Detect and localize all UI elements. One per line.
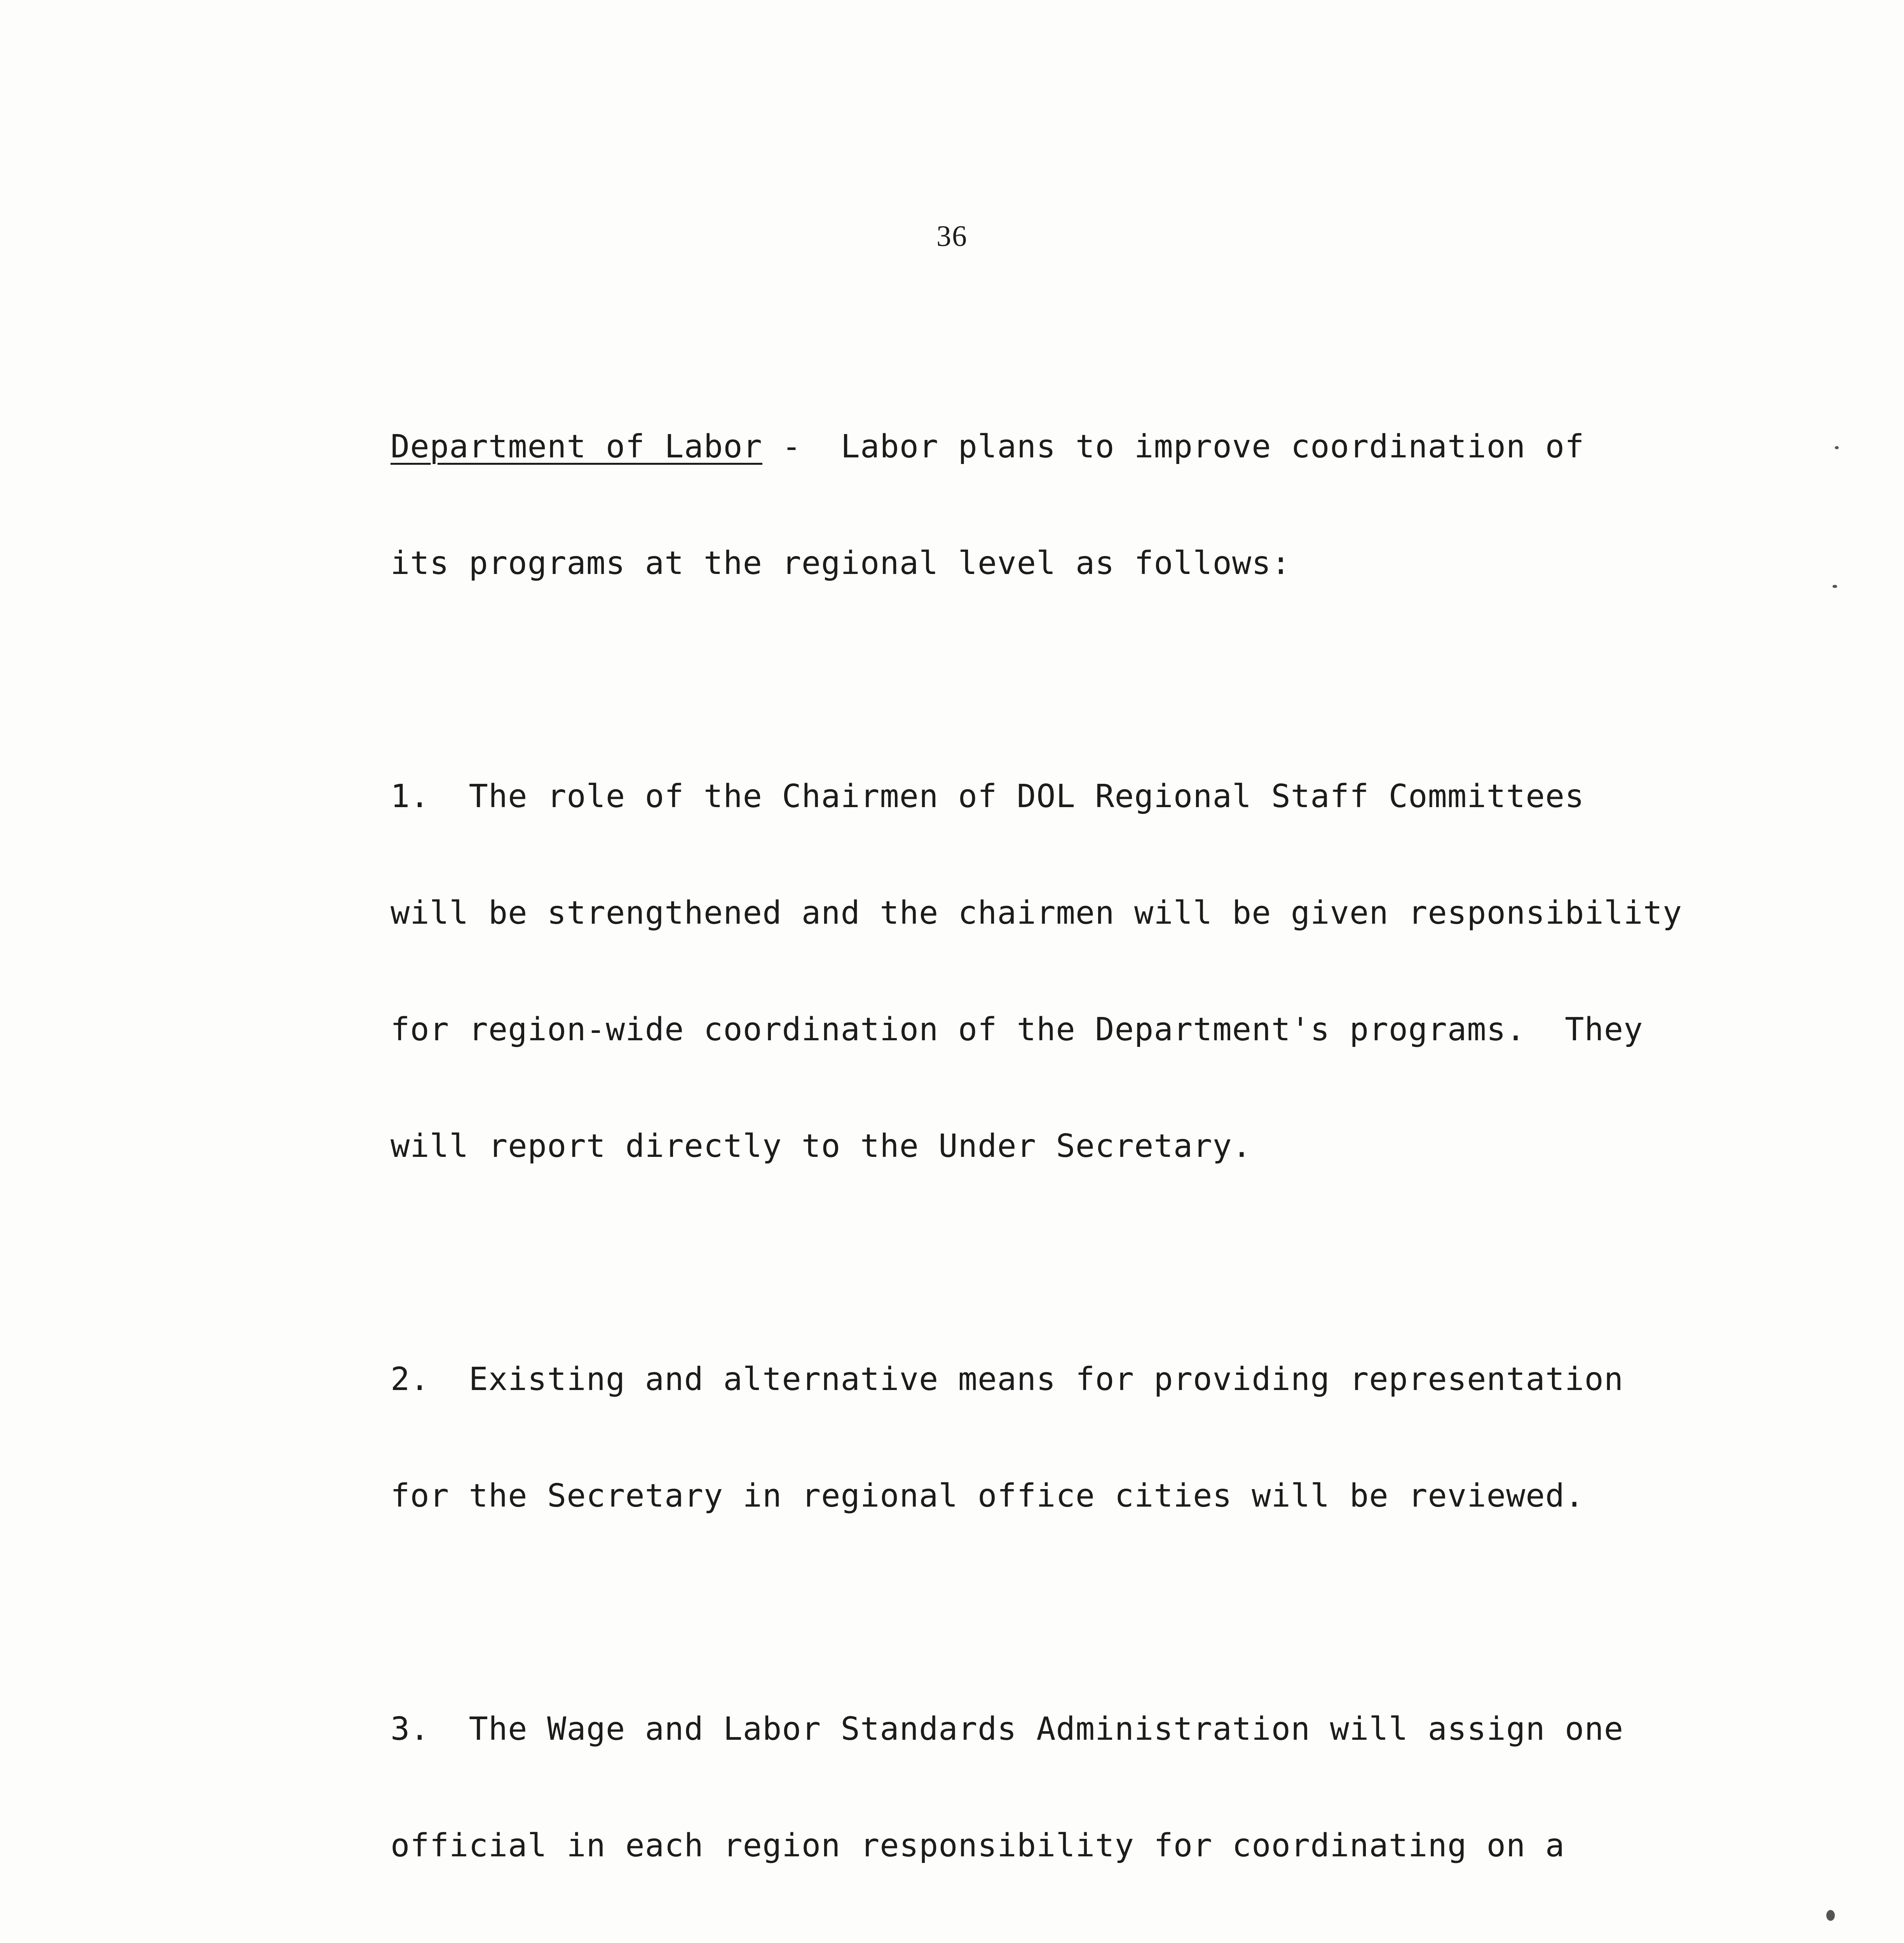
item-3-paragraph (391, 1632, 1723, 1943)
labor-intro-line-2: its programs at the regional level as follows: (391, 545, 1291, 582)
department-of-labor-heading: Department of Labor (391, 428, 762, 465)
item-2-paragraph (391, 1282, 1723, 1593)
page-number: 36 (936, 220, 968, 253)
scan-speck (1833, 585, 1837, 588)
item-1-line-2: will be strengthened and the chairmen will be given responsibility (391, 895, 1683, 931)
scan-speck (1835, 446, 1839, 449)
labor-intro-text-1: - Labor plans to improve coordination of (762, 428, 1585, 465)
item-2-line-1: 2. Existing and alternative means for providing representation (391, 1361, 1624, 1398)
document-body (391, 350, 1723, 1943)
item-1-line-4: will report directly to the Under Secretary. (391, 1128, 1252, 1165)
item-2-line-2: for the Secretary in regional office cities will be reviewed. (391, 1477, 1585, 1514)
item-3-line-2: official in each region responsibility for coordinating on a (391, 1827, 1565, 1864)
item-3-line-1: 3. The Wage and Labor Standards Administration will assign one (391, 1711, 1624, 1748)
labor-intro-paragraph (391, 350, 1723, 661)
scan-speck (1826, 1910, 1835, 1921)
labor-intro-line-1 (391, 427, 1723, 466)
item-1-paragraph (391, 699, 1723, 1244)
item-1-line-3: for region-wide coordination of the Department's programs. They (391, 1011, 1643, 1048)
item-1-line-1: 1. The role of the Chairmen of DOL Regional Staff Committees (391, 778, 1585, 815)
